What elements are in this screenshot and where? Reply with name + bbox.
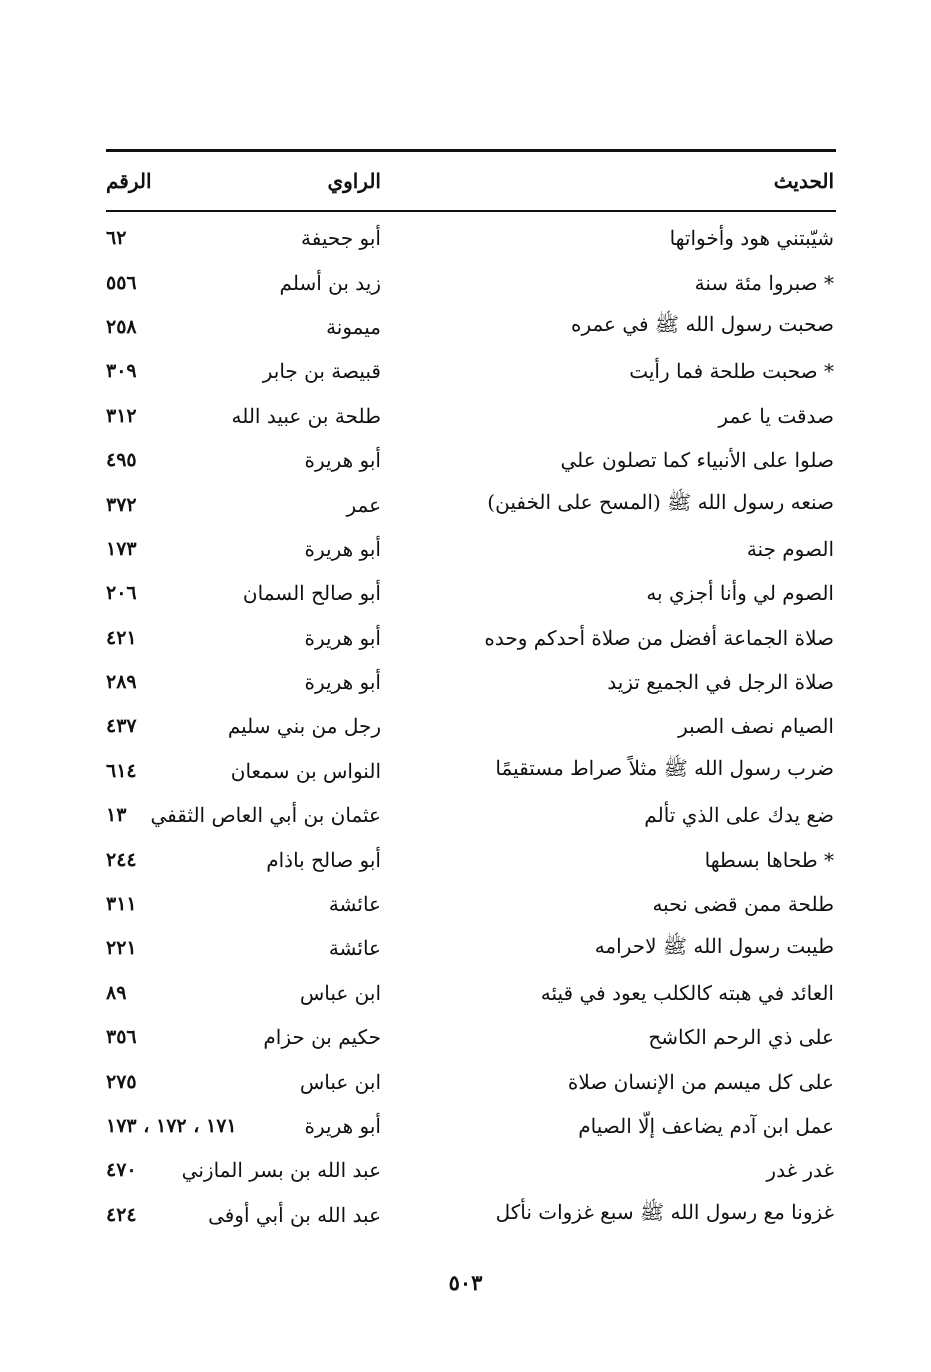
- hadith-text: صلاة الرجل في الجميع تزيد: [607, 670, 834, 695]
- hadith-text: غزونا مع رسول الله ﷺ سبع غزوات نأكل: [495, 1200, 834, 1225]
- hadith-number: ٦٢: [106, 227, 127, 250]
- hadith-text: الصوم جنة: [746, 536, 834, 561]
- narrator-name: حكيم بن حزام: [263, 1025, 381, 1050]
- hadith-number: ٢٤٤: [106, 848, 137, 871]
- hadith-text: صلاة الجماعة أفضل من صلاة أحدكم وحده: [484, 625, 834, 650]
- page-number: ٥٠٣: [448, 1270, 483, 1295]
- narrator-name: زيد بن أسلم: [279, 270, 381, 295]
- hadith-number: ٣٥٦: [106, 1026, 137, 1049]
- hadith-text: صدقت يا عمر: [718, 403, 834, 428]
- hadith-text: العائد في هبته كالكلب يعود في قيئه: [540, 980, 834, 1005]
- narrator-name: النواس بن سمعان: [230, 758, 381, 783]
- narrator-name: عثمان بن أبي العاص الثقفي: [150, 803, 381, 828]
- narrator-name: أبو هريرة: [304, 670, 381, 695]
- narrator-name: أبو جحيفة: [301, 226, 381, 251]
- hadith-text: طيبت رسول الله ﷺ لاحرامه: [594, 933, 834, 958]
- narrator-name: ميمونة: [326, 314, 381, 339]
- hadith-text: الصوم لي وأنا أجزي به: [646, 581, 834, 606]
- table-row: [106, 305, 836, 349]
- hadith-number: ١٧٣: [106, 537, 137, 560]
- narrator-name: أبو هريرة: [304, 625, 381, 650]
- narrator-name: أبو هريرة: [304, 1114, 381, 1138]
- table-row: [106, 616, 836, 660]
- hadith-number: ٣٠٩: [106, 360, 137, 383]
- hadith-number: ٢٠٦: [106, 582, 137, 605]
- hadith-number: ٤٩٥: [106, 449, 137, 472]
- table-row: [106, 793, 836, 837]
- hadith-text: غدر غدر: [766, 1158, 834, 1183]
- hadith-text: عمل ابن آدم يضاعف إلّا الصيام: [578, 1114, 834, 1138]
- narrator-name: رجل من بني سليم: [227, 714, 381, 739]
- hadith-number: ٢٥٨: [106, 315, 137, 338]
- hadith-text: ضع يدك على الذي تألم: [644, 803, 834, 828]
- table-row: [106, 749, 836, 793]
- hadith-number: ٣١١: [106, 893, 137, 916]
- hadith-text: شيّبتني هود وأخواتها: [669, 226, 834, 251]
- table-row: [106, 926, 836, 970]
- hadith-number: ٦١٤: [106, 759, 137, 782]
- hadith-text: ضرب رسول الله ﷺ مثلاً صراط مستقيمًا: [495, 756, 834, 781]
- table-row: [106, 1193, 836, 1237]
- table-row: [106, 1015, 836, 1059]
- table-row: [106, 349, 836, 393]
- table-row: [106, 882, 836, 926]
- hadith-number: ٥٥٦: [106, 271, 137, 294]
- hadith-number: ٢٢١: [106, 937, 137, 960]
- hadith-index-table: [106, 149, 836, 1237]
- hadith-number: ١٧١ ، ١٧٢ ، ١٧٣: [106, 1115, 237, 1137]
- narrator-name: أبو هريرة: [304, 536, 381, 561]
- narrator-name: عائشة: [328, 936, 381, 961]
- hadith-number: ٣١٢: [106, 404, 137, 427]
- hadith-text: على كل ميسم من الإنسان صلاة: [567, 1069, 834, 1094]
- hadith-number: ٤٢٤: [106, 1203, 137, 1226]
- hadith-text: على ذي الرحم الكاشح: [648, 1025, 834, 1050]
- table-row: [106, 260, 836, 304]
- narrator-name: عائشة: [328, 892, 381, 917]
- table-row: [106, 438, 836, 482]
- header-narrator: الراوي: [327, 169, 381, 193]
- hadith-text: طلحة ممن قضى نحبه: [652, 892, 834, 917]
- table-row: [106, 1104, 836, 1148]
- narrator-name: عمر: [346, 492, 381, 517]
- hadith-text: * صبروا مئة سنة: [694, 270, 834, 295]
- hadith-text: صنعه رسول الله ﷺ (المسح على الخفين): [487, 490, 834, 515]
- hadith-text: الصيام نصف الصبر: [678, 714, 834, 739]
- header-hadith: الحديث: [773, 169, 834, 193]
- hadith-number: ١٣: [106, 804, 127, 827]
- narrator-name: أبو صالح السمان: [242, 581, 381, 606]
- hadith-text: * صحبت طلحة فما رأيت: [629, 359, 834, 384]
- table-row: [106, 704, 836, 748]
- table-row: [106, 571, 836, 615]
- hadith-text: * طحاها بسطها: [704, 847, 834, 872]
- narrator-name: ابن عباس: [299, 980, 381, 1005]
- table-row: [106, 527, 836, 571]
- narrator-name: عبد الله بن أبي أوفى: [208, 1202, 381, 1227]
- table-row: [106, 971, 836, 1015]
- table-row: [106, 660, 836, 704]
- narrator-name: قبيصة بن جابر: [262, 359, 381, 384]
- hadith-text: صلوا على الأنبياء كما تصلون علي: [560, 448, 834, 473]
- table-row: [106, 1148, 836, 1192]
- hadith-number: ٢٧٥: [106, 1070, 137, 1093]
- narrator-name: عبد الله بن بسر المازني: [181, 1158, 381, 1183]
- narrator-name: طلحة بن عبيد الله: [231, 403, 381, 428]
- header-number: الرقم: [106, 169, 152, 193]
- hadith-number: ٨٩: [106, 981, 127, 1004]
- hadith-number: ٤٣٧: [106, 715, 137, 738]
- table-header: [106, 152, 836, 210]
- table-row: [106, 394, 836, 438]
- hadith-text: صحبت رسول الله ﷺ في عمره: [570, 312, 834, 337]
- hadith-number: ٤٧٠: [106, 1159, 137, 1182]
- narrator-name: ابن عباس: [299, 1069, 381, 1094]
- narrator-name: أبو صالح باذام: [266, 847, 381, 872]
- hadith-number: ٤٢١: [106, 626, 137, 649]
- table-row: [106, 216, 836, 260]
- narrator-name: أبو هريرة: [304, 448, 381, 473]
- table-body: [106, 212, 836, 1237]
- hadith-number: ٣٧٢: [106, 493, 137, 516]
- table-row: [106, 1059, 836, 1103]
- table-row: [106, 837, 836, 881]
- hadith-number: ٢٨٩: [106, 671, 137, 694]
- table-row: [106, 482, 836, 526]
